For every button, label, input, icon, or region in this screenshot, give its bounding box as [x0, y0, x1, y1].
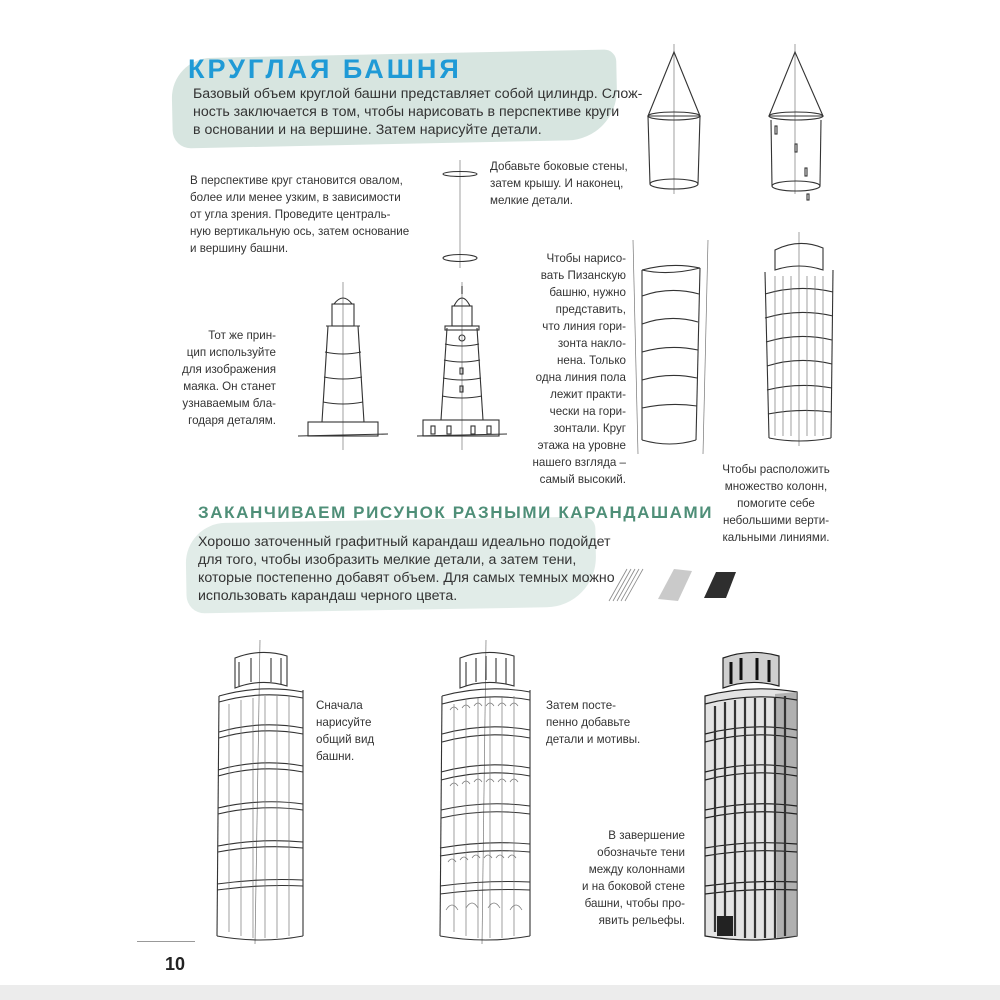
section-title-finishing: ЗАКАНЧИВАЕМ РИСУНОК РАЗНЫМИ КАРАНДАШАМИ [198, 503, 714, 522]
note-step2: Затем посте- пенно добавьте детали и мотивы. [546, 699, 641, 746]
note-lighthouse: Тот же прин- цип используйте для изображения маяка. Он станет узнаваемым бла- годаря деталям. [181, 329, 276, 427]
cylinder-sketch-detailed [765, 44, 845, 194]
page-bottom-band [0, 985, 1000, 1000]
pisa-columns-sketch [755, 232, 850, 447]
cylinder-sketch-basic [640, 44, 720, 194]
perspective-ellipses-sketch [440, 160, 480, 270]
section2-intro: Хорошо заточенный графитный карандаш идеально подойдет для того, чтобы изобразить мелкие детали, а затем тени, которые постепенно добавят объем. Для самых темных можно использовать карандаш черного цвета. [198, 534, 615, 604]
note-perspective: В перспективе круг становится овалом, более или менее узким, в зависимости от угла зрения. Проведите централь- ную вертикальную ось, затем основание и вершину башни. [190, 174, 410, 255]
page-number-rule [137, 941, 195, 942]
section-intro: Базовый объем круглой башни представляет собой цилиндр. Слож- ность заключается в том, чтобы нарисовать в перспективе круги в основании и на вершине. Затем нарисуйте детали. [193, 86, 643, 138]
note-walls: Добавьте боковые стены, затем крышу. И наконец, мелкие детали. [490, 160, 628, 207]
section-title-round-tower: КРУГЛАЯ БАШНЯ [188, 54, 462, 84]
pencil-swatch-dark [700, 568, 740, 602]
pisa-tower-step1 [205, 640, 320, 945]
page-number: 10 [165, 954, 186, 974]
pisa-construction-sketch [628, 240, 718, 455]
pisa-tower-step2 [430, 640, 545, 945]
note-step1: Сначала нарисуйте общий вид башни. [316, 699, 375, 763]
note-pisa-horizon: Чтобы нарисо- вать Пизанскую башню, нужно представить, что линия гори- зонта накло- нена. Только одна линия пола лежит практи- чески на гори- зонтали. Круг этажа на уровне нашего взгляда – самый высокий. [532, 252, 626, 486]
lighthouse-sketch-outline [298, 282, 388, 452]
pencil-swatch-light [605, 565, 647, 605]
note-step3: В завершение обозначьте тени между колоннами и на боковой стене башни, чтобы про- явить рельефы. [582, 829, 685, 927]
note-columns: Чтобы расположить множество колонн, помогите себе небольшими верти- кальными линиями. [722, 463, 830, 544]
pencil-swatch-medium [652, 565, 696, 605]
pisa-tower-step3 [695, 640, 810, 945]
lighthouse-sketch-detailed [417, 282, 507, 452]
